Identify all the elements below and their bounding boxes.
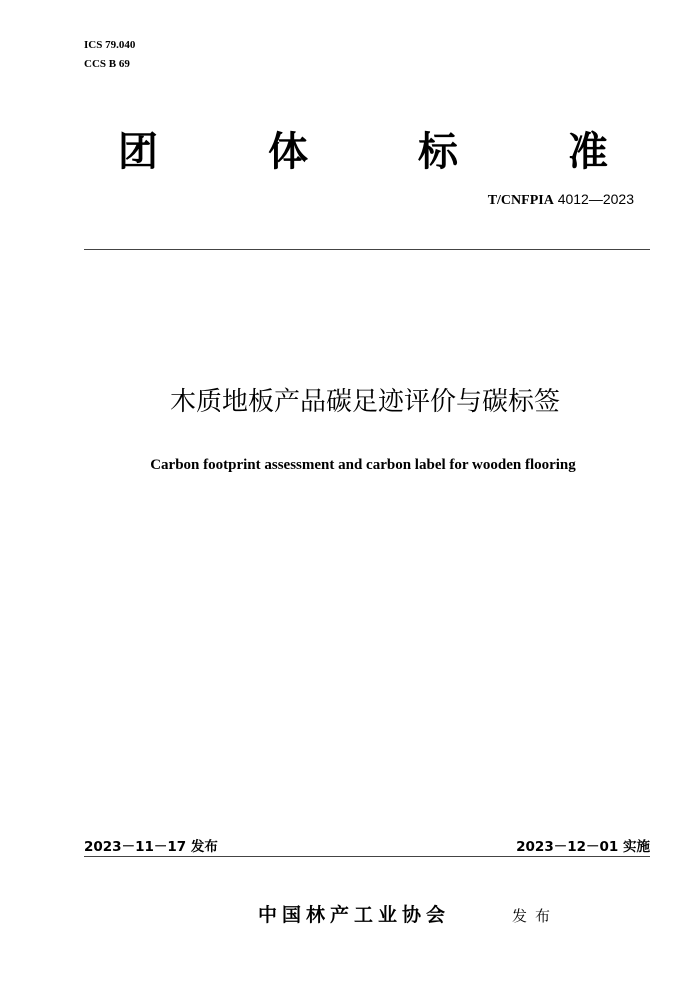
issued-label: 发布 <box>512 907 559 925</box>
date-row <box>84 838 650 856</box>
standard-type-char: 准 <box>568 129 608 175</box>
ics-code: ICS 79.040 <box>84 39 136 51</box>
standard-type-char: 体 <box>268 129 308 175</box>
document-title-english: Carbon footprint assessment and carbon label for wooden flooring <box>150 457 576 473</box>
standard-number <box>488 190 634 210</box>
publisher-name: 中国林产工业协会 <box>258 904 451 926</box>
ccs-code: CCS B 69 <box>84 58 130 70</box>
standard-number-prefix: T/CNFPIA <box>487 193 554 208</box>
standard-type-char: 标 <box>418 129 458 175</box>
effective-date: 2023－12－01 实施 <box>516 839 650 855</box>
top-divider <box>84 249 650 250</box>
standard-type-heading <box>118 128 608 176</box>
document-title-chinese: 木质地板产品碳足迹评价与碳标签 <box>169 387 560 417</box>
classification-codes <box>84 36 135 74</box>
standard-type-char: 团 <box>118 129 158 175</box>
bottom-divider <box>84 856 650 857</box>
publish-date: 2023－11－17 发布 <box>84 839 218 855</box>
standard-number-suffix: 4012—2023 <box>553 191 634 207</box>
